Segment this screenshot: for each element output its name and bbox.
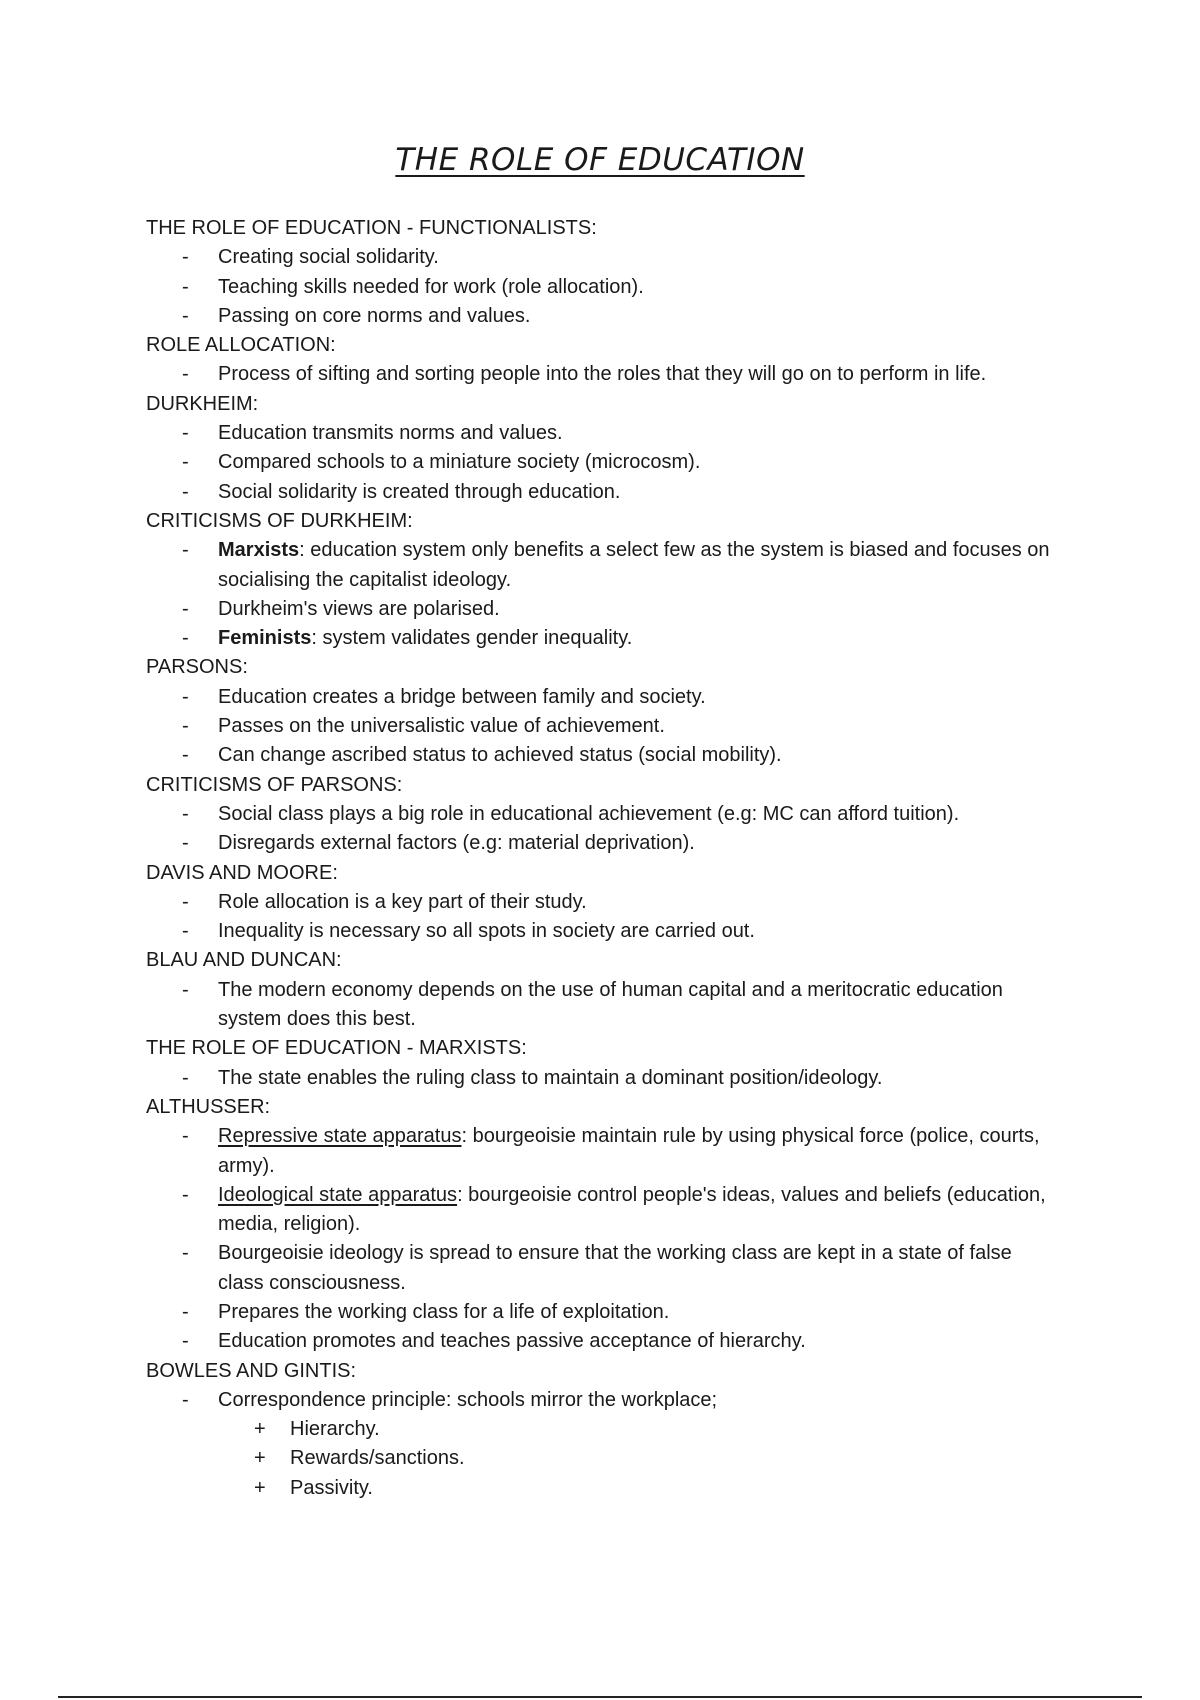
bullet-rest: : bourgeoisie control people's ideas, values and beliefs (education, media, religion).	[218, 1183, 1046, 1236]
section-heading: BLAU AND DUNCAN:	[146, 949, 342, 972]
bullet-point: - The state enables the ruling class to maintain a dominant position/ideology.	[146, 1064, 1066, 1093]
section-heading: ALTHUSSER:	[146, 1095, 271, 1118]
bullet-text: Correspondence principle: schools mirror the workplace;	[218, 1388, 718, 1411]
section-heading: ROLE ALLOCATION:	[146, 334, 336, 357]
bullet-point: - Role allocation is a key part of their study.	[146, 888, 1066, 917]
bullet-lead-term: Ideological state apparatus	[218, 1183, 458, 1206]
section-davis-and-moore	[146, 859, 1066, 947]
bullet-list	[146, 1064, 1066, 1093]
bullet-lead-term: Marxists	[218, 539, 300, 562]
section-functionalists	[146, 214, 1066, 331]
section-heading: BOWLES AND GINTIS:	[146, 1359, 357, 1382]
section-heading: DAVIS AND MOORE:	[146, 861, 338, 884]
section-heading: THE ROLE OF EDUCATION - FUNCTIONALISTS:	[146, 217, 597, 239]
section-role-allocation	[146, 331, 1066, 390]
bullet-lead-term: Feminists	[218, 627, 312, 650]
page-title-text: THE ROLE OF EDUCATION	[395, 142, 805, 178]
section-criticisms-of-parsons	[146, 771, 1066, 859]
section-blau-and-duncan	[146, 946, 1066, 1034]
section-heading: DURKHEIM:	[146, 392, 259, 415]
sub-bullet-point: + Passivity.	[218, 1474, 1060, 1503]
bullet-lead-term: Repressive state apparatus	[218, 1125, 462, 1148]
section-heading: THE ROLE OF EDUCATION - MARXISTS:	[146, 1037, 527, 1060]
bullet-point: - Teaching skills needed for work (role allocation).	[146, 273, 1066, 302]
bullet-rest: : education system only benefits a select few as the system is biased and focuses on socialising the capitalist ideology.	[218, 539, 1050, 591]
section-marxists	[146, 1034, 1066, 1093]
bullet-point: - Bourgeoisie ideology is spread to ensure that the working class are kept in a state of false class consciousness.	[146, 1239, 1066, 1298]
bullet-point: - Durkheim's views are polarised.	[146, 595, 1066, 624]
bullet-point: - Prepares the working class for a life of exploitation.	[146, 1298, 1066, 1327]
section-althusser	[146, 1093, 1066, 1357]
bullet-point: - Social solidarity is created through education.	[146, 478, 1066, 507]
section-parsons	[146, 653, 1066, 770]
bullet-rest: : bourgeoisie maintain rule by using physical force (police, courts, army).	[218, 1125, 1040, 1177]
bullet-point: - Compared schools to a miniature society (microcosm).	[146, 448, 1066, 477]
bullet-point	[146, 624, 1066, 653]
bullet-list	[146, 888, 1066, 947]
bullet-rest: : system validates gender inequality.	[311, 627, 633, 650]
section-criticisms-of-durkheim	[146, 507, 1066, 653]
page-title	[0, 142, 1200, 178]
section-durkheim	[146, 390, 1066, 507]
bullet-point	[146, 536, 1066, 595]
bullet-point: - Education promotes and teaches passive acceptance of hierarchy.	[146, 1327, 1066, 1356]
bullet-list	[146, 1386, 1066, 1503]
bullet-list	[146, 419, 1066, 507]
bullet-list	[146, 683, 1066, 771]
bullet-point: - Education transmits norms and values.	[146, 419, 1066, 448]
footer-divider	[58, 1696, 1142, 1698]
sub-bullet-point: + Rewards/sanctions.	[218, 1444, 1060, 1473]
section-heading: CRITICISMS OF PARSONS:	[146, 773, 403, 796]
bullet-list	[146, 243, 1066, 331]
bullet-point: - Creating social solidarity.	[146, 243, 1066, 272]
bullet-point: - Social class plays a big role in educational achievement (e.g: MC can afford tuition).	[146, 800, 1066, 829]
bullet-point: - Education creates a bridge between family and society.	[146, 683, 1066, 712]
bullet-point: - Passes on the universalistic value of achievement.	[146, 712, 1066, 741]
bullet-list	[146, 976, 1066, 1035]
section-heading: CRITICISMS OF DURKHEIM:	[146, 509, 413, 532]
bullet-list	[146, 360, 1066, 389]
bullet-point: - The modern economy depends on the use of human capital and a meritocratic education system does this best.	[146, 976, 1066, 1035]
bullet-point: - Passing on core norms and values.	[146, 302, 1066, 331]
bullet-point: - Disregards external factors (e.g: material deprivation).	[146, 829, 1066, 858]
bullet-point: - Process of sifting and sorting people into the roles that they will go on to perform in life.	[146, 360, 1066, 389]
section-heading: PARSONS:	[146, 656, 248, 679]
bullet-point: - Can change ascribed status to achieved status (social mobility).	[146, 741, 1066, 770]
section-bowles-and-gintis	[146, 1357, 1066, 1503]
bullet-point	[146, 1122, 1066, 1181]
bullet-list	[146, 536, 1066, 653]
bullet-point	[146, 1386, 1066, 1503]
notes-body	[146, 214, 1066, 1503]
bullet-list	[146, 1122, 1066, 1356]
bullet-point: - Inequality is necessary so all spots in society are carried out.	[146, 917, 1066, 946]
sub-bullet-list	[218, 1415, 1060, 1503]
bullet-point	[146, 1181, 1066, 1240]
sub-bullet-point: + Hierarchy.	[218, 1415, 1060, 1444]
bullet-list	[146, 800, 1066, 859]
